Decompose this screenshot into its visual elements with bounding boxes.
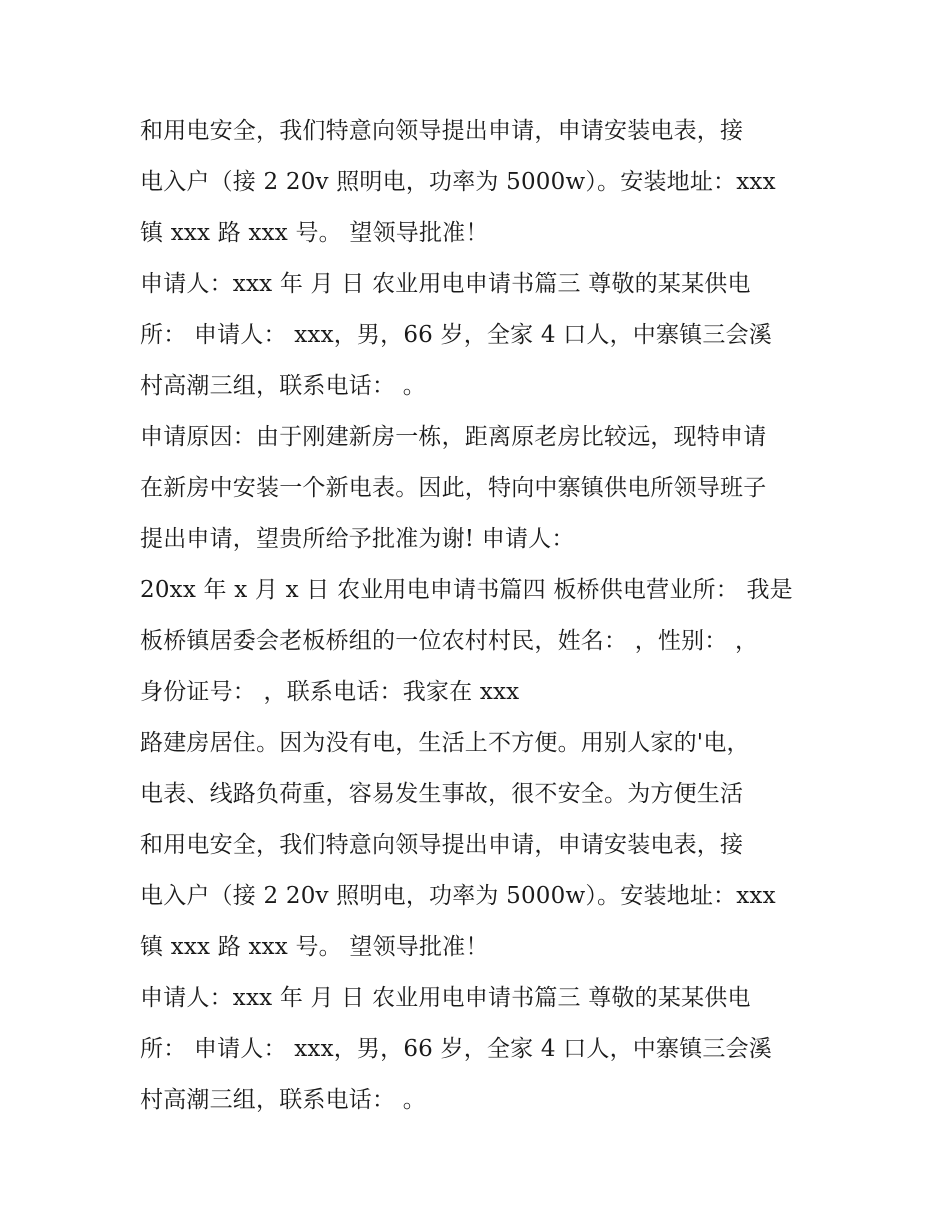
text-line: 电表、线路负荷重，容易发生事故，很不安全。为方便生活 (140, 781, 744, 807)
text-line: 村高潮三组，联系电话： 。 (140, 373, 426, 399)
text-line: 在新房中安装一个新电表。因此，特向中寨镇供电所领导班子 (140, 475, 767, 501)
text-line: 提出申请，望贵所给予批准为谢! 申请人： (140, 526, 575, 552)
text-line: 村高潮三组，联系电话： 。 (140, 1087, 426, 1113)
text-line: 和用电安全，我们特意向领导提出申请，申请安装电表，接 (140, 118, 744, 144)
text-line: 和用电安全，我们特意向领导提出申请，申请安装电表，接 (140, 832, 744, 858)
text-line: 所： 申请人： xxx，男，66 岁，全家 4 口人，中寨镇三会溪 (140, 322, 772, 348)
text-line: 身份证号： ，联系电话：我家在 xxx (140, 679, 520, 705)
text-line: 电入户（接 2 20v 照明电，功率为 5000w）。安装地址：xxx (140, 169, 776, 195)
text-line: 申请人：xxx 年 月 日 农业用电申请书篇三 尊敬的某某供电 (140, 985, 751, 1011)
text-line: 申请人：xxx 年 月 日 农业用电申请书篇三 尊敬的某某供电 (140, 271, 751, 297)
text-line: 所： 申请人： xxx，男，66 岁，全家 4 口人，中寨镇三会溪 (140, 1036, 772, 1062)
text-line: 镇 xxx 路 xxx 号。 望领导批准！ (140, 220, 489, 246)
text-line: 电入户（接 2 20v 照明电，功率为 5000w）。安装地址：xxx (140, 883, 776, 909)
text-line: 20xx 年 x 月 x 日 农业用电申请书篇四 板桥供电营业所： 我是 (140, 577, 793, 603)
document-body (140, 106, 830, 1126)
text-line: 镇 xxx 路 xxx 号。 望领导批准！ (140, 934, 489, 960)
text-line: 路建房居住。因为没有电，生活上不方便。用别人家的'电， (140, 730, 750, 756)
text-line: 板桥镇居委会老板桥组的一位农村村民，姓名： ，性别： ， (140, 628, 759, 654)
text-line: 申请原因：由于刚建新房一栋，距离原老房比较远，现特申请 (140, 424, 767, 450)
